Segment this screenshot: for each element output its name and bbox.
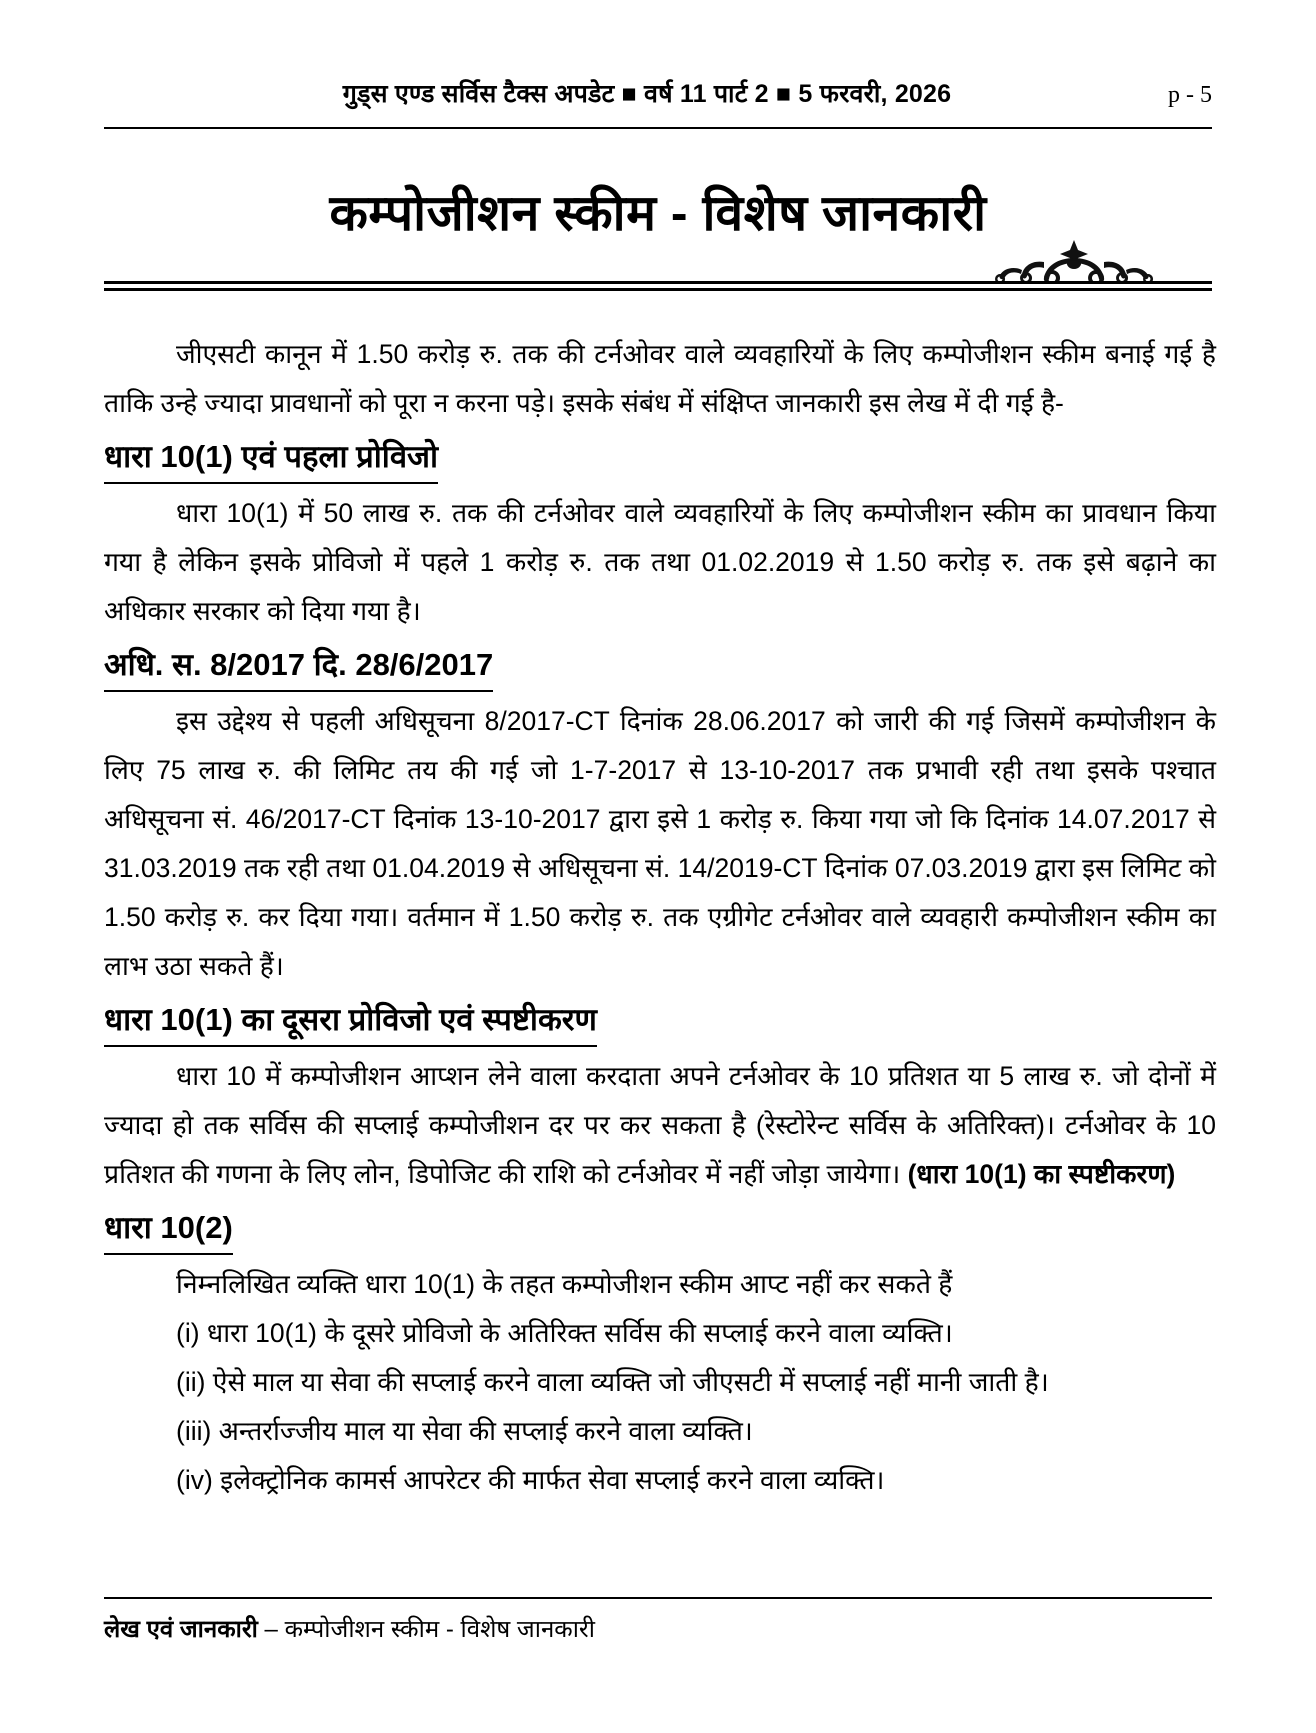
footer-divider-rule bbox=[104, 1597, 1212, 1599]
section-1-paragraph: धारा 10(1) में 50 लाख रु. तक की टर्नओवर वाले व्यवहारियों के लिए कम्पोजीशन स्कीम का प्रावधान किया गया है लेकिन इसके प्रोविजो में पहले 1 करोड़ रु. तक तथा 01.02.2019 से 1.50 करोड़ रु. तक इसे बढ़ाने का अधिकार सरकार को दिया गया है। bbox=[104, 498, 1216, 626]
page-title: कम्पोजीशन स्कीम - विशेष जानकारी bbox=[329, 184, 987, 241]
list-item: (i) धारा 10(1) के दूसरे प्रोविजो के अतिरिक्त सर्विस की सप्लाई करने वाला व्यक्ति। bbox=[176, 1318, 953, 1348]
section-4-heading-row bbox=[104, 1199, 1216, 1260]
header-publication-line: गुड्स एण्ड सर्विस टैक्स अपडेट ■ वर्ष 11 पार्ट 2 ■ 5 फरवरी, 2026 bbox=[342, 80, 952, 108]
header-divider-rule bbox=[104, 127, 1212, 129]
footer-article-title: – कम्पोजीशन स्कीम - विशेष जानकारी bbox=[257, 1616, 595, 1643]
document-body bbox=[104, 330, 1216, 1505]
list-item: (iv) इलेक्ट्रोनिक कामर्स आपरेटर की मार्फत सेवा सप्लाई करने वाला व्यक्ति। bbox=[176, 1465, 885, 1495]
section-1-heading-row bbox=[104, 428, 1216, 489]
section-3-paragraph bbox=[104, 1052, 1216, 1199]
section-3-paragraph-text: धारा 10 में कम्पोजीशन आप्शन लेने वाला करदाता अपने टर्नओवर के 10 प्रतिशत या 5 लाख रु. जो दोनों में ज्यादा हो तक सर्विस की सप्लाई कम्पोजीशन दर पर कर सकता है (रेस्टोरेन्ट सर्विस के अतिरिक्त)। टर्नओवर के 10 प्रतिशत की गणना के लिए लोन, डिपोजिट की राशि को टर्नओवर में नहीं जोड़ा जायेगा। bbox=[104, 1061, 1216, 1189]
footer-label: लेख एवं जानकारी bbox=[104, 1616, 258, 1643]
section-2-heading-row bbox=[104, 636, 1216, 697]
intro-paragraph: जीएसटी कानून में 1.50 करोड़ रु. तक की टर्नओवर वाले व्यवहारियों के लिए कम्पोजीशन स्कीम बनाई गई है ताकि उन्हे ज्यादा प्रावधानों को पूरा न करना पड़े। इसके संबंध में संक्षिप्त जानकारी इस लेख में दी गई है- bbox=[104, 339, 1216, 418]
header-page-number: p - 5 bbox=[1168, 82, 1212, 108]
section-heading-second-proviso: धारा 10(1) का दूसरा प्रोविजो एवं स्पष्टीकरण bbox=[104, 995, 597, 1047]
section-heading-10-1: धारा 10(1) एवं पहला प्रोविजो bbox=[104, 432, 438, 484]
list-item: (ii) ऐसे माल या सेवा की सप्लाई करने वाला व्यक्ति जो जीएसटी में सप्लाई नहीं मानी जाती है। bbox=[176, 1367, 1049, 1397]
title-double-rule bbox=[104, 281, 1212, 290]
section-4-paragraph: निम्नलिखित व्यक्ति धारा 10(1) के तहत कम्पोजीशन स्कीम आप्ट नहीं कर सकते हैं bbox=[176, 1269, 953, 1299]
section-2-paragraph: इस उद्देश्य से पहली अधिसूचना 8/2017-CT दिनांक 28.06.2017 को जारी की गई जिसमें कम्पोजीशन के लिए 75 लाख रु. की लिमिट तय की गई जो 1-7-2017 से 13-10-2017 तक प्रभावी रही तथा इसके पश्चात अधिसूचना सं. 46/2017-CT दिनांक 13-10-2017 द्वारा इसे 1 करोड़ रु. किया गया जो कि दिनांक 14.07.2017 से 31.03.2019 तक रही तथा 01.04.2019 से अधिसूचना सं. 14/2019-CT दिनांक 07.03.2019 द्वारा इस लिमिट को 1.50 करोड़ रु. कर दिया गया। वर्तमान में 1.50 करोड़ रु. तक एग्रीगेट टर्नओवर वाले व्यवहारी कम्पोजीशन स्कीम का लाभ उठा सकते हैं। bbox=[104, 706, 1216, 981]
section-3-heading-row bbox=[104, 991, 1216, 1052]
list-item: (iii) अन्तर्राज्जीय माल या सेवा की सप्लाई करने वाला व्यक्ति। bbox=[176, 1416, 753, 1446]
exclusion-list bbox=[104, 1309, 1216, 1505]
section-heading-notification-8-2017: अधि. स. 8/2017 दि. 28/6/2017 bbox=[104, 640, 493, 692]
running-footer bbox=[104, 1612, 1212, 1648]
section-heading-10-2: धारा 10(2) bbox=[104, 1203, 233, 1255]
section-3-paragraph-bold-tail: (धारा 10(1) का स्पष्टीकरण) bbox=[907, 1159, 1176, 1189]
running-header bbox=[104, 76, 1212, 124]
